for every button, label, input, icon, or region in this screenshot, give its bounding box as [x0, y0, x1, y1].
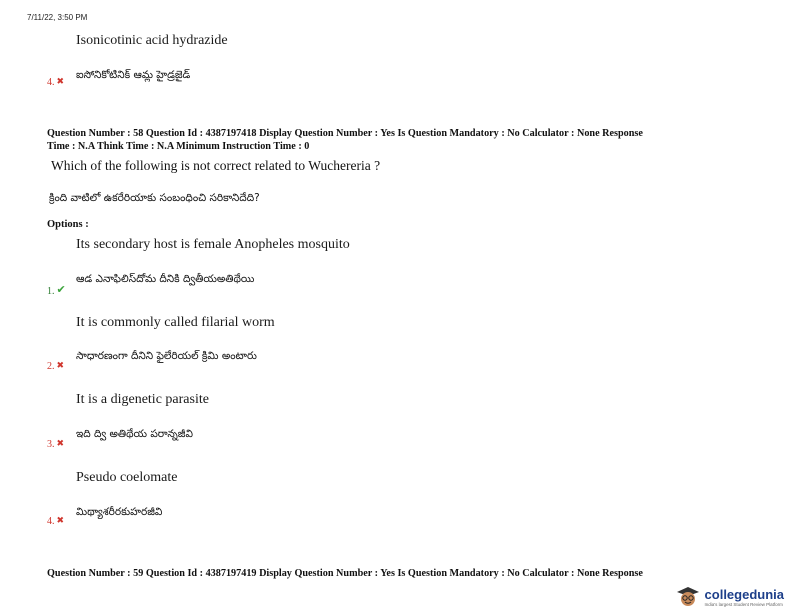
wrong-icon: ✖	[56, 360, 65, 370]
next-question-meta: Question Number : 59 Question Id : 4387197419 Display Question Number : Yes Is Question Mandatory : No Calculator : None Response	[47, 568, 643, 579]
prev-option-number-text: 4.	[47, 77, 55, 88]
option-1-number	[47, 283, 66, 297]
option-3-number-text: 3.	[47, 439, 55, 450]
option-4-number-text: 4.	[47, 516, 55, 527]
print-timestamp: 7/11/22, 3:50 PM	[27, 13, 88, 22]
option-3-te: ఇది ద్వి అతిథేయ పరాన్నజీవి	[76, 428, 193, 440]
logo-tagline: India's largest Student Review Platform	[704, 602, 783, 607]
option-2-en: It is commonly called filarial worm	[76, 315, 275, 330]
collegedunia-logo	[673, 586, 784, 608]
option-4-en: Pseudo coelomate	[76, 470, 178, 485]
option-1-te: ఆడ ఎనాఫిలిస్‌దోమ దీనికి ద్వితీయఅతిథేయి	[76, 273, 255, 285]
option-2-te: సాధారణంగా దీనిని ఫైలేరియల్ క్రిమి అంటారు	[76, 350, 257, 362]
wrong-icon: ✖	[56, 438, 65, 448]
wrong-icon: ✖	[56, 515, 65, 525]
question-text-en: Which of the following is not correct related to Wuchereria ?	[51, 158, 381, 173]
option-3-en: It is a digenetic parasite	[76, 392, 209, 407]
option-1-number-text: 1.	[47, 286, 55, 297]
question-text-te: క్రింది వాటిలో ఉకరేరియాకు సంబంధించి సరికానిదేది?	[49, 192, 260, 204]
option-4-te: మిథ్యాశరీరకుహరజీవి	[76, 506, 163, 518]
option-1-en: Its secondary host is female Anopheles mosquito	[76, 237, 350, 252]
check-icon: ✔	[56, 284, 66, 296]
question-meta-line1: Question Number : 58 Question Id : 4387197418 Display Question Number : Yes Is Question Mandatory : No Calculator : None Response	[47, 128, 643, 139]
option-3-number	[47, 438, 64, 450]
question-meta-line2: Time : N.A Think Time : N.A Minimum Instruction Time : 0	[47, 141, 310, 152]
logo-name: collegedunia	[704, 587, 784, 602]
mascot-icon	[673, 586, 703, 608]
question-meta	[47, 127, 767, 153]
prev-option-number	[47, 76, 64, 88]
prev-option-en: Isonicotinic acid hydrazide	[76, 33, 228, 48]
options-label: Options :	[47, 219, 89, 230]
wrong-icon: ✖	[56, 76, 65, 86]
option-2-number-text: 2.	[47, 361, 55, 372]
option-4-number	[47, 515, 64, 527]
prev-option-te: ఐసోనికోటినిక్ ఆమ్ల హైడ్రజైడ్	[76, 69, 191, 81]
option-2-number	[47, 360, 64, 372]
